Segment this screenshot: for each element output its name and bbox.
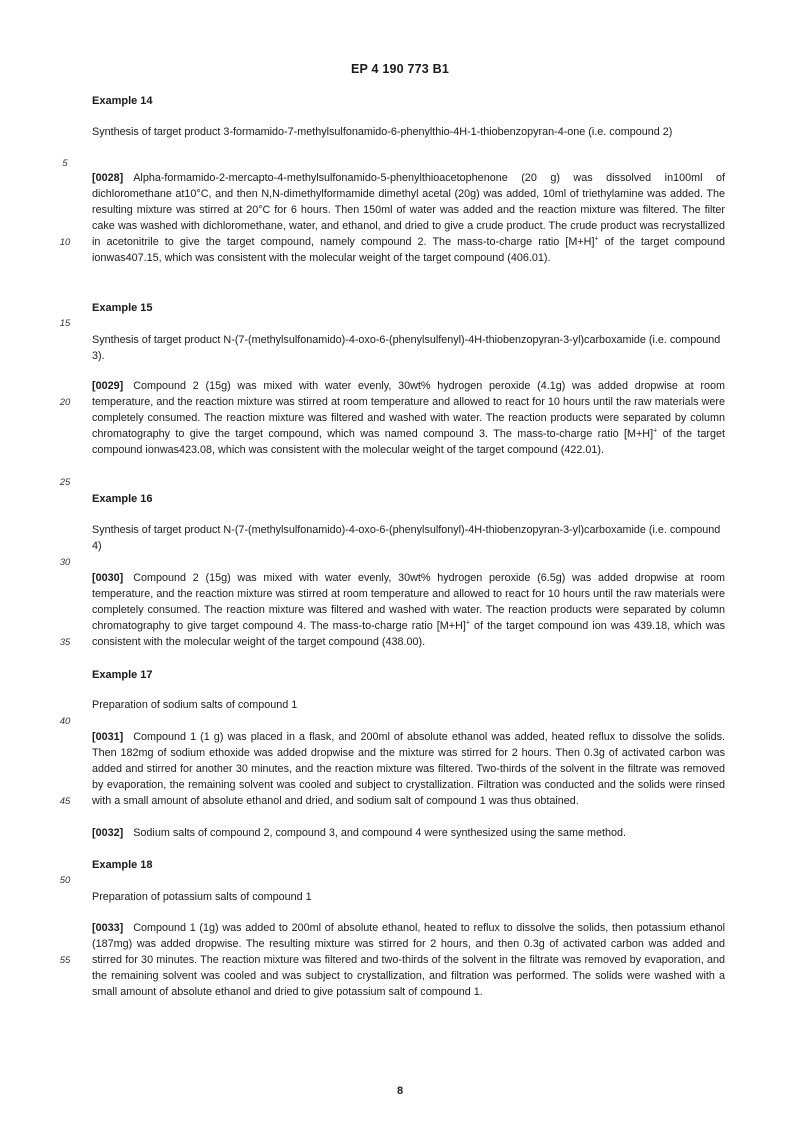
patent-number: EP 4 190 773 B1 — [351, 62, 449, 76]
example-14-synthesis: Synthesis of target product 3-formamido-7-methylsulfonamido-6-phenylthio-4H-1-thiobenzopyran-4-one (i.e. compound 2) — [92, 126, 673, 138]
line-number: 50 — [59, 875, 71, 886]
example-15-synthesis: Synthesis of target product N-(7-(methylsulfonamido)-4-oxo-6-(phenylsulfenyl)-4H-thiobenzopyran-3-yl)carboxamide (i.e. compound 3). — [92, 334, 721, 362]
paragraph-text: Sodium salts of compound 2, compound 3, and compound 4 were synthesized using the same method. — [133, 827, 626, 839]
paragraph-0031 — [92, 729, 725, 809]
paragraph-number: [0033] — [92, 922, 124, 934]
page-number: 8 — [396, 1085, 404, 1097]
paragraph-text: Compound 2 (15g) was mixed with water evenly, 30wt% hydrogen peroxide (6.5g) was added dropwise at room temperature, and the reaction mixture was stirred at room temperature and allowed to react for 10 hours until the raw materials were completely consumed. The reaction mixture was filtered and washed with water. The reaction products were separated by column chromatography to give target compound 4. The mass-to-charge ratio [M+H] — [92, 572, 725, 632]
paragraph-number: [0031] — [92, 731, 124, 743]
paragraph-0033 — [92, 920, 725, 1000]
paragraph-0030 — [92, 570, 725, 650]
example-17-preparation: Preparation of sodium salts of compound 1 — [92, 699, 298, 711]
line-number: 30 — [59, 557, 71, 568]
example-14-heading: Example 14 — [92, 95, 153, 107]
line-number: 25 — [59, 477, 71, 488]
example-17-heading: Example 17 — [92, 669, 153, 681]
paragraph-text: of the target compound ion was 439.18, which was consistent with the molecular weight of the target compound (438.00). — [92, 620, 725, 648]
line-number: 5 — [62, 158, 68, 169]
paragraph-number: [0032] — [92, 827, 124, 839]
paragraph-text: of the target compound ionwas407.15, which was consistent with the molecular weight of the target compound (406.01). — [92, 236, 725, 264]
example-18-heading: Example 18 — [92, 859, 153, 871]
paragraph-text: Compound 2 (15g) was mixed with water evenly, 30wt% hydrogen peroxide (4.1g) was added dropwise at room temperature, and the reaction mixture was stirred at room temperature and allowed to react for 10 hours until the raw materials were completely consumed. The reaction mixture was filtered and washed with water. The reaction products were separated by column chromatography to give the target compound, which was named compound 3. The mass-to-charge ratio [M+H] — [92, 380, 725, 440]
line-number: 35 — [59, 637, 71, 648]
paragraph-number: [0029] — [92, 380, 124, 392]
superscript: + — [594, 235, 599, 243]
paragraph-text: Compound 1 (1 g) was placed in a flask, and 200ml of absolute ethanol was added, heated reflux to dissolve the solids. Then 182mg of sodium ethoxide was added dropwise and the mixture was stirred for 2 hours. Then 0.3g of activated carbon was added and stirred for another 30 minutes, and the reaction mixture was filtered. Two-thirds of the solvent in the filtrate was removed by evaporation, the remaining solvent was cooled and subject to crystallization. Filtration was conducted and the solids were rinsed with a small amount of absolute ethanol and dried, and sodium salt of compound 1 was thus obtained. — [92, 731, 725, 807]
line-number: 20 — [59, 397, 71, 408]
line-number: 15 — [59, 318, 71, 329]
paragraph-0029 — [92, 378, 725, 458]
example-18-preparation: Preparation of potassium salts of compound 1 — [92, 891, 312, 903]
line-number: 45 — [59, 796, 71, 807]
paragraph-text: Alpha-formamido-2-mercapto-4-methylsulfonamido-5-phenylthioacetophenone (20 g) was dissolved in100ml of dichloromethane at10°C, and then N,N-dimethylformamide dimethyl acetal (20g) was added, 10ml of triethylamine was added. The resulting mixture was stirred at 20°C for 6 hours. Then 150ml of water was added and the reaction mixture was filtered. The filter cake was washed with dichloromethane, water, and ethanol, and dried to give a crude product. The crude product was recrystallized in acetonitrile to give the target compound, namely compound 2. The mass-to-charge ratio [M+H] — [92, 172, 725, 248]
paragraph-text: of the target compound ionwas423.08, which was consistent with the molecular weight of the target compound (422.01). — [92, 428, 725, 456]
paragraph-0032 — [92, 825, 725, 841]
example-16-heading: Example 16 — [92, 493, 153, 505]
paragraph-text: Compound 1 (1g) was added to 200ml of absolute ethanol, heated to reflux to dissolve the solids, then potassium ethanol (187mg) was added dropwise. The resulting mixture was stirred for 2 hours, and then 0.3g of activated carbon was added and stirred for 30 minutes. The reaction mixture was filtered and two-thirds of the solvent in the filtrate was removed by evaporation, and the remaining solvent was cooled and was subject to crystallization, and filtration was performed. The solids were washed with a small amount of absolute ethanol and dried to give potassium salt of compound 1. — [92, 922, 725, 998]
paragraph-number: [0028] — [92, 172, 124, 184]
line-number: 10 — [59, 237, 71, 248]
superscript: + — [465, 619, 470, 627]
paragraph-number: [0030] — [92, 572, 124, 584]
line-number: 55 — [59, 955, 71, 966]
superscript: + — [653, 427, 658, 435]
example-16-synthesis: Synthesis of target product N-(7-(methylsulfonamido)-4-oxo-6-(phenylsulfonyl)-4H-thiobenzopyran-3-yl)carboxamide (i.e. compound 4) — [92, 524, 721, 552]
line-number: 40 — [59, 716, 71, 727]
example-15-heading: Example 15 — [92, 302, 153, 314]
paragraph-0028 — [92, 170, 725, 266]
